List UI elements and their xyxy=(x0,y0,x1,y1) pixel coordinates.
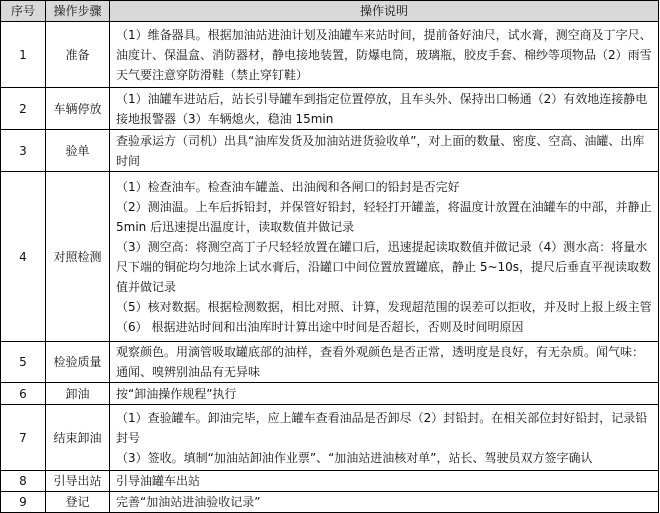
step-name: 卸油 xyxy=(46,383,110,405)
description-line: （1）维备器具。根据加油站进油计划及油罐车来站时间，提前备好油尺，试水膏，测空商及丁字尺、油度计、保温盒、消防器材，静电接地装置，防爆电筒，玻璃瓶，胶皮手套、棉纱等项物品（2）雨雪天气要注意穿防滑鞋（禁止穿钉鞋） xyxy=(116,27,652,82)
step-name: 检验质量 xyxy=(46,342,110,383)
table-row xyxy=(1,342,659,383)
row-number: 4 xyxy=(1,172,46,342)
step-name: 引导出站 xyxy=(46,471,110,492)
step-name: 准备 xyxy=(46,22,110,88)
header-no: 序号 xyxy=(1,1,46,22)
description-line: （2）测油温。上车后拆铅封，并保管好铅封，轻轻打开罐盖，将温度计放置在油罐车的中部，并静止 5min 后迅速提出温度计，读取数值并做记录 xyxy=(116,199,652,234)
table-row xyxy=(1,383,659,405)
row-number: 9 xyxy=(1,492,46,513)
description-line: （1）检查油车。检查油车罐盖、出油阀和各闸口的铅封是否完好 xyxy=(116,179,460,194)
description-line: 查验承运方（司机）出具“油库发货及加油站进货验收单”，对上面的数量、密度、空高、油罐、出库时间 xyxy=(116,133,645,168)
table-row xyxy=(1,405,659,471)
step-name: 对照检测 xyxy=(46,172,110,342)
description-line: 观察颜色。用滴管吸取罐底部的油样，查看外观颜色是否正常，透明度是良好，有无杂质。闻气味：通闻、嗅辨别油品有无异味 xyxy=(116,345,645,379)
row-number: 2 xyxy=(1,88,46,130)
step-name: 车辆停放 xyxy=(46,88,110,130)
step-description xyxy=(110,383,659,405)
step-description xyxy=(110,172,659,342)
row-number: 8 xyxy=(1,471,46,492)
description-line: 完善“加油站进油验收记录” xyxy=(116,495,261,509)
step-description xyxy=(110,130,659,172)
step-description xyxy=(110,22,659,88)
table-row xyxy=(1,22,659,88)
description-line: （6） 根据进站时间和出油库时计算出途中时间是否超长，否则及时间明原因 xyxy=(116,319,524,334)
description-line: 按“卸油操作规程”执行 xyxy=(116,386,237,401)
description-line: 引导油罐车出站 xyxy=(116,474,201,488)
header-desc: 操作说明 xyxy=(110,1,659,22)
row-number: 7 xyxy=(1,405,46,471)
description-line: （3）测空高：将测空高丁子尺轻轻放置在罐口后，迅速提起读取数值并做记录（4）测水高：将量水尺下端的铜砣均匀地涂上试水膏后，沿罐口中间位置放置罐底，静止 5~10s，提尺后垂直平视读取数值并做记录 xyxy=(116,239,652,294)
description-line: （3）签收。填制“加油站卸油作业票”、“加油站进油核对单”，站长、驾驶员双方签字确认 xyxy=(116,450,593,465)
step-description xyxy=(110,342,659,383)
description-line: （1）油罐车进站后，站长引导罐车到指定位置停放，且车头外、保持出口畅通（2）有效地连接静电接地报警器（3）车辆熄火，稳油 15min xyxy=(116,91,648,126)
table-row xyxy=(1,172,659,342)
table-row xyxy=(1,471,659,492)
description-line: （1）查验罐车。卸油完毕，应上罐车查看油品是否卸尽（2）封铅封。在相关部位封好铅封，记录铅封号 xyxy=(116,410,648,445)
row-number: 6 xyxy=(1,383,46,405)
row-number: 1 xyxy=(1,22,46,88)
step-name: 登记 xyxy=(46,492,110,513)
row-number: 5 xyxy=(1,342,46,383)
header-step: 操作步骤 xyxy=(46,1,110,22)
table-row xyxy=(1,88,659,130)
step-description xyxy=(110,405,659,471)
table-row xyxy=(1,492,659,513)
step-name: 验单 xyxy=(46,130,110,172)
row-number: 3 xyxy=(1,130,46,172)
description-line: （5）核对数据。根据检测数据，相比对照、计算，发现超范围的误差可以拒收，并及时上报上级主管 xyxy=(116,299,652,314)
step-description xyxy=(110,471,659,492)
step-description xyxy=(110,492,659,513)
step-name: 结束卸油 xyxy=(46,405,110,471)
step-description xyxy=(110,88,659,130)
table-header-row xyxy=(1,1,659,22)
table-row xyxy=(1,130,659,172)
